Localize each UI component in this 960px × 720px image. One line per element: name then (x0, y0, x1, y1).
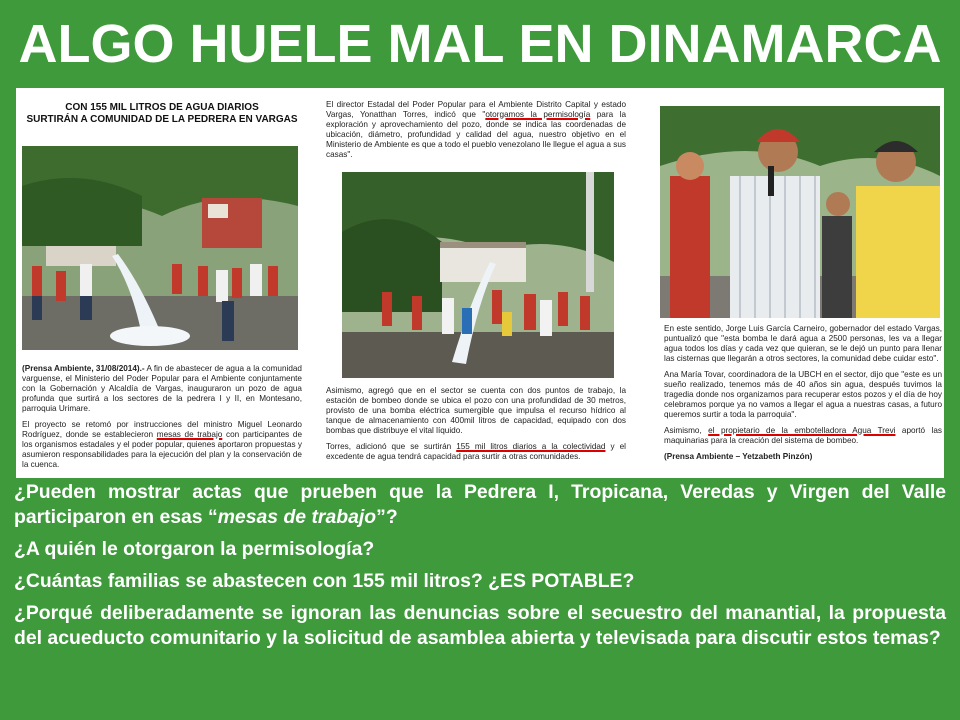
photo-water-jet-crowd (22, 146, 298, 350)
article-paragraph: Asimismo, el propietario de la embotelladora Agua Trevi aportó las maquinarias para la creación del sistema de bombeo. (664, 426, 942, 445)
underline-mesas-de-trabajo: mesas de trabajo (156, 430, 223, 439)
article-paragraph: Torres, adicionó que se surtirán 155 mil litros diarios a la colectividad y el excedente de agua tendrá capacidad para surtir a otras comunidades. (326, 442, 626, 461)
article-paragraph: El proyecto se retomó por instrucciones del ministro Miguel Leonardo Rodríguez, donde se establecieron mesas de trabajo con participantes de los organismos estadales y el poder popular, quienes aportaron propuestas y asumieron responsabilidades para la ejecución del plan y la conservación de la cuenca. (22, 420, 303, 469)
article-column-2 (316, 88, 632, 478)
underline-permisologia: otorgamos la permisología (485, 110, 591, 119)
article-paragraph: Asimismo, agregó que en el sector se cuenta con dos puntos de trabajo, la estación de bombeo donde se ubica el pozo con una profundidad de 30 metros, provisto de una bomba eléctrica sumergible que impulsa el recurso hídrico al tanque de almacenamiento con 400mil litros de capacidad, equipado con dos bombas que distribuye el vital líquido. (326, 386, 626, 435)
article-paragraph: El director Estadal del Poder Popular para el Ambiente Distrito Capital y estado Vargas, Yonatthan Torres, indicó que "otorgamos la permisología para la exploración y aprovechamiento del pozo, donde se indica las coordenadas de ubicación, diámetro, profundidad y calidad del agua, nuestro objetivo en el Ministerio de Ambiente es que a todo el pueblo venezolano lle llegue el agua a sus casas". (326, 100, 627, 159)
article-paragraph: En este sentido, Jorge Luis García Carneiro, gobernador del estado Vargas, puntualizó que "esta bomba le dará agua a 2500 personas, les va a llegar agua todos los días y cada vez que quieran, se le dejó un punto para llenar las cisternas que llegarán a otros sectores, la comunidad debe cuidar esto". (664, 324, 942, 363)
questions-block (14, 480, 946, 658)
article-column-1 (16, 88, 308, 478)
question-2: ¿A quién le otorgaron la permisología? (14, 538, 375, 560)
title-banner (0, 0, 960, 88)
photo-governor-speaking (660, 106, 940, 318)
article-paragraph: Ana María Tovar, coordinadora de la UBCH en el sector, dijo que "este es un sueño realizado, tenemos más de 40 años sin agua, después tuvimos la tragedia donde nos organizamos para recuperar estos pozos y el día de hoy celebramos porque ya no vamos a llegar el agua a nuestras casas, a futuro queremos surtir a toda la parroquia". (664, 370, 942, 419)
underline-155-mil-litros: 155 mil litros diarios a la colectividad (456, 442, 606, 451)
page-title: ALGO HUELE MAL EN DINAMARCA (18, 14, 942, 74)
underline-embotelladora: el propietario de la embotelladora Agua Trevi (708, 426, 896, 435)
question-4: ¿Porqué deliberadamente se ignoran las denuncias sobre el secuestro del manantial, la propuesta del acueducto comunitario y la solicitud de asamblea abierta y televisada para discutir estos temas? (14, 602, 946, 649)
article-byline: (Prensa Ambiente – Yetzabeth Pinzón) (664, 452, 813, 461)
photo-crowd-water-tank (342, 172, 614, 378)
question-1: ¿Pueden mostrar actas que prueben que la Pedrera I, Tropicana, Veredas y Virgen del Valle participaron en esas “mesas de trabajo”? (14, 481, 946, 528)
article-column-3 (644, 88, 944, 478)
article-paragraph: (Prensa Ambiente, 31/08/2014).- A fin de abastecer de agua a la comunidad varguense, el Ministerio del Poder Popular para el Ambiente conjuntamente con la Gobernación y Alcaldía de Vargas, inauguraron un pozo de agua profunda que surtirá a los sectores de la pedrera I y II, en Montesano, parroquia Urimare. (22, 364, 302, 413)
question-3: ¿Cuántas familias se abastecen con 155 mil litros? ¿ES POTABLE? (14, 570, 635, 592)
news-clipping (16, 88, 944, 478)
article-headline: CON 155 MIL LITROS DE AGUA DIARIOS SURTIRÁN A COMUNIDAD DE LA PEDRERA EN VARGAS (26, 102, 298, 125)
